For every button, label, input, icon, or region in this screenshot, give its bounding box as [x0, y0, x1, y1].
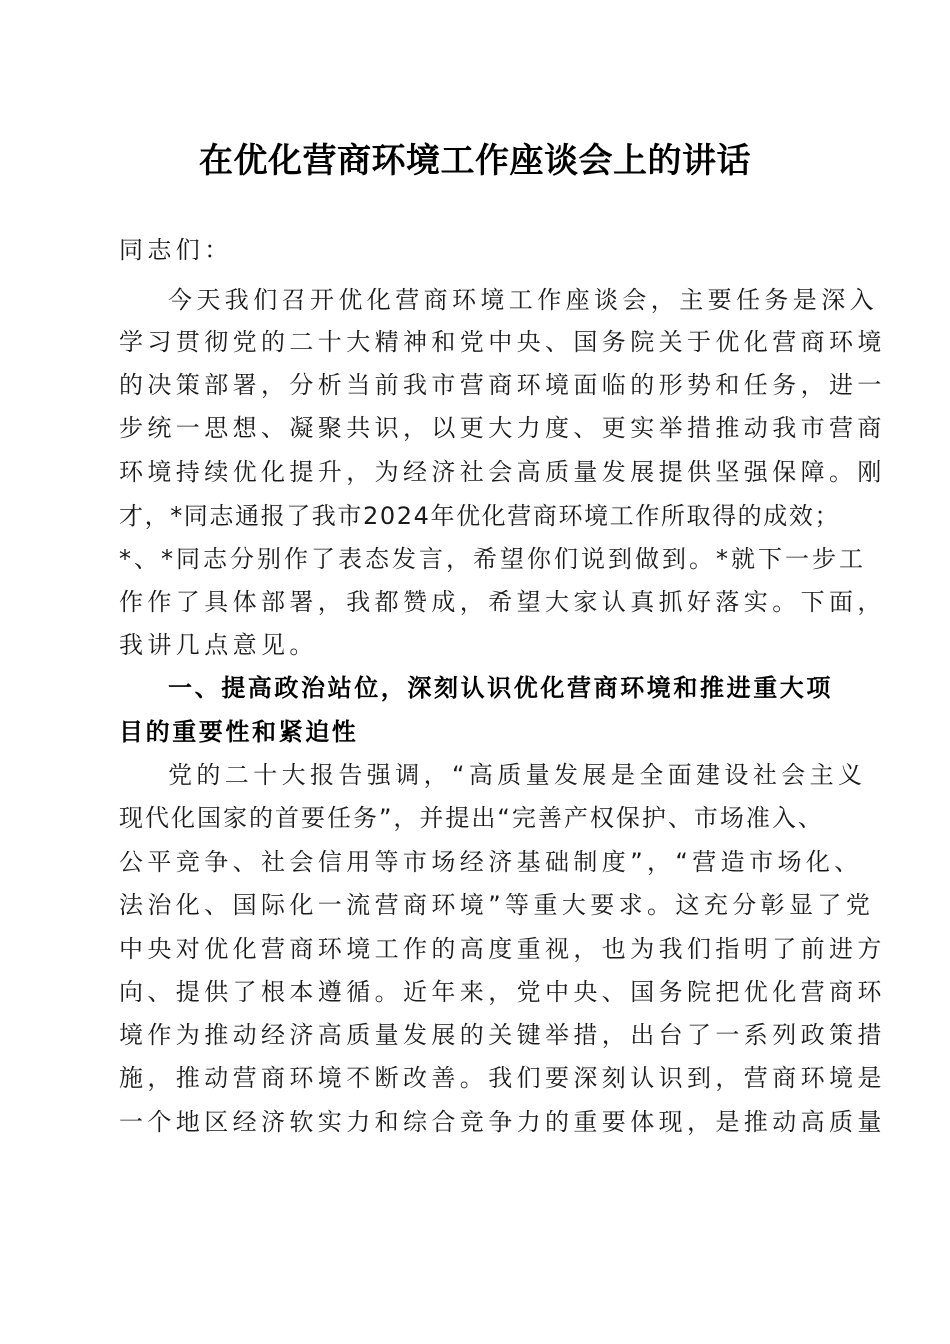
- paragraph-line: 一个地区经济软实力和综合竞争力的重要体现，是推动高质量: [119, 1108, 886, 1136]
- paragraph-line: 境作为推动经济高质量发展的关键举措，出台了一系列政策措: [119, 1021, 886, 1049]
- paragraph-line: 学习贯彻党的二十大精神和党中央、国务院关于优化营商环境: [119, 328, 886, 356]
- paragraph-line: *、*同志分别作了表态发言，希望你们说到做到。*就下一步工: [119, 545, 866, 573]
- paragraph-line: 中央对优化营商环境工作的高度重视，也为我们指明了前进方: [119, 935, 886, 963]
- paragraph-line: 施，推动营商环境不断改善。我们要深刻认识到，营商环境是: [119, 1064, 886, 1092]
- section-heading: 一、提高政治站位，深刻认识优化营商环境和推进重大项: [168, 674, 833, 702]
- paragraph-line: 作作了具体部署，我都赞成，希望大家认真抓好落实。下面，: [119, 588, 886, 616]
- paragraph-line: 现代化国家的首要任务”，并提出“完善产权保护、市场准入、: [119, 804, 824, 832]
- paragraph-line: 法治化、国际化一流营商环境”等重大要求。这充分彰显了党: [119, 891, 875, 919]
- section-heading: 目的重要性和紧迫性: [119, 718, 359, 746]
- paragraph-line: 的决策部署，分析当前我市营商环境面临的形势和任务，进一: [119, 371, 886, 399]
- paragraph-line: 向、提供了根本遵循。近年来，党中央、国务院把优化营商环: [119, 978, 886, 1006]
- document-title: 在优化营商环境工作座谈会上的讲话: [199, 141, 751, 181]
- paragraph-line: 才，*同志通报了我市2024年优化营商环境工作所取得的成效；: [119, 502, 841, 530]
- paragraph-line: 公平竞争、社会信用等市场经济基础制度”，“营造市场化、: [119, 848, 863, 876]
- paragraph-line: 我讲几点意见。: [119, 631, 318, 659]
- paragraph-line: 环境持续优化提升，为经济社会高质量发展提供坚强保障。刚: [119, 458, 886, 486]
- paragraph-line: 今天我们召开优化营商环境工作座谈会，主要任务是深入: [168, 286, 878, 314]
- paragraph-line: 步统一思想、凝聚共识，以更大力度、更实举措推动我市营商: [119, 414, 886, 442]
- salutation: 同志们：: [119, 236, 233, 264]
- paragraph-line: 党的二十大报告强调，“高质量发展是全面建设社会主义: [168, 761, 867, 789]
